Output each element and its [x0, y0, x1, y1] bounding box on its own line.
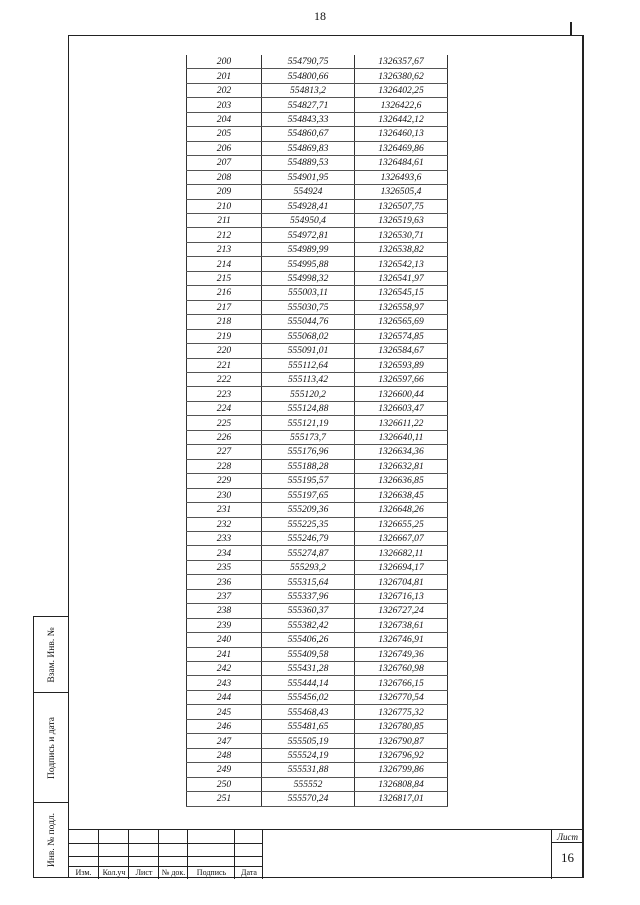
point-number-cell: 228 [187, 459, 262, 473]
x-coordinate-cell: 555120,2 [262, 387, 355, 401]
stamp-label-signature: Подпись [196, 868, 227, 877]
point-number-cell: 242 [187, 662, 262, 676]
y-coordinate-cell: 1326632,81 [355, 459, 448, 473]
y-coordinate-cell: 1326519,63 [355, 213, 448, 227]
table-row [187, 647, 448, 661]
y-coordinate-cell: 1326796,92 [355, 748, 448, 762]
point-number-cell: 235 [187, 560, 262, 574]
y-coordinate-cell: 1326584,67 [355, 344, 448, 358]
point-number-cell: 212 [187, 228, 262, 242]
y-coordinate-cell: 1326357,67 [355, 55, 448, 69]
x-coordinate-cell: 554989,99 [262, 242, 355, 256]
y-coordinate-cell: 1326817,01 [355, 792, 448, 806]
point-number-cell: 225 [187, 416, 262, 430]
x-coordinate-cell: 555068,02 [262, 329, 355, 343]
table-row [187, 112, 448, 126]
x-coordinate-cell: 555176,96 [262, 445, 355, 459]
y-coordinate-cell: 1326469,86 [355, 141, 448, 155]
point-number-cell: 240 [187, 633, 262, 647]
y-coordinate-cell: 1326460,13 [355, 127, 448, 141]
table-row [187, 792, 448, 806]
y-coordinate-cell: 1326545,15 [355, 286, 448, 300]
table-row [187, 763, 448, 777]
y-coordinate-cell: 1326727,24 [355, 604, 448, 618]
y-coordinate-cell: 1326667,07 [355, 531, 448, 545]
x-coordinate-cell: 554928,41 [262, 199, 355, 213]
point-number-cell: 226 [187, 430, 262, 444]
table-row [187, 170, 448, 184]
table-row [187, 777, 448, 791]
x-coordinate-cell: 555246,79 [262, 531, 355, 545]
x-coordinate-cell: 554827,71 [262, 98, 355, 112]
point-number-cell: 249 [187, 763, 262, 777]
table-row [187, 127, 448, 141]
point-number-cell: 223 [187, 387, 262, 401]
table-row [187, 531, 448, 545]
table-row [187, 662, 448, 676]
point-number-cell: 222 [187, 372, 262, 386]
y-coordinate-cell: 1326738,61 [355, 618, 448, 632]
y-coordinate-cell: 1326565,69 [355, 315, 448, 329]
x-coordinate-cell: 555570,24 [262, 792, 355, 806]
y-coordinate-cell: 1326597,66 [355, 372, 448, 386]
table-row [187, 676, 448, 690]
x-coordinate-cell: 554950,4 [262, 213, 355, 227]
coordinates-table-body [187, 55, 448, 806]
table-row [187, 300, 448, 314]
x-coordinate-cell: 555524,19 [262, 748, 355, 762]
y-coordinate-cell: 1326442,12 [355, 112, 448, 126]
point-number-cell: 216 [187, 286, 262, 300]
point-number-cell: 203 [187, 98, 262, 112]
x-coordinate-cell: 555121,19 [262, 416, 355, 430]
y-coordinate-cell: 1326505,4 [355, 185, 448, 199]
x-coordinate-cell: 554843,33 [262, 112, 355, 126]
sheet-number: 16 [561, 850, 574, 865]
x-coordinate-cell: 555112,64 [262, 358, 355, 372]
x-coordinate-cell: 554924 [262, 185, 355, 199]
y-coordinate-cell: 1326682,11 [355, 546, 448, 560]
point-number-cell: 248 [187, 748, 262, 762]
y-coordinate-cell: 1326638,45 [355, 488, 448, 502]
side-label-inventory: Инв. № подл. [46, 812, 57, 868]
table-row [187, 228, 448, 242]
x-coordinate-cell: 555197,65 [262, 488, 355, 502]
table-row [187, 734, 448, 748]
table-row [187, 633, 448, 647]
point-number-cell: 246 [187, 719, 262, 733]
table-row [187, 55, 448, 69]
table-row [187, 430, 448, 444]
point-number-cell: 233 [187, 531, 262, 545]
point-number-cell: 215 [187, 271, 262, 285]
table-row [187, 546, 448, 560]
y-coordinate-cell: 1326422,6 [355, 98, 448, 112]
y-coordinate-cell: 1326648,26 [355, 503, 448, 517]
point-number-cell: 227 [187, 445, 262, 459]
x-coordinate-cell: 555173,7 [262, 430, 355, 444]
x-coordinate-cell: 555195,57 [262, 474, 355, 488]
table-row [187, 445, 448, 459]
table-row [187, 98, 448, 112]
y-coordinate-cell: 1326766,15 [355, 676, 448, 690]
point-number-cell: 251 [187, 792, 262, 806]
y-coordinate-cell: 1326574,85 [355, 329, 448, 343]
y-coordinate-cell: 1326593,89 [355, 358, 448, 372]
x-coordinate-cell: 555382,42 [262, 618, 355, 632]
point-number-cell: 236 [187, 575, 262, 589]
point-number-cell: 237 [187, 589, 262, 603]
point-number-cell: 210 [187, 199, 262, 213]
x-coordinate-cell: 554972,81 [262, 228, 355, 242]
sheet-title: Лист [552, 832, 583, 843]
y-coordinate-cell: 1326808,84 [355, 777, 448, 791]
x-coordinate-cell: 555409,58 [262, 647, 355, 661]
point-number-cell: 250 [187, 777, 262, 791]
point-number-cell: 238 [187, 604, 262, 618]
table-row [187, 575, 448, 589]
table-row [187, 315, 448, 329]
y-coordinate-cell: 1326640,11 [355, 430, 448, 444]
table-row [187, 242, 448, 256]
x-coordinate-cell: 554790,75 [262, 55, 355, 69]
table-row [187, 83, 448, 97]
point-number-cell: 241 [187, 647, 262, 661]
stamp-label-sheet: Лист [135, 868, 153, 877]
table-row [187, 459, 448, 473]
x-coordinate-cell: 555113,42 [262, 372, 355, 386]
point-number-cell: 211 [187, 213, 262, 227]
table-row [187, 329, 448, 343]
table-row [187, 748, 448, 762]
point-number-cell: 214 [187, 257, 262, 271]
x-coordinate-cell: 555293,2 [262, 560, 355, 574]
table-row [187, 474, 448, 488]
stamp-label-count: Кол.уч [102, 868, 126, 877]
x-coordinate-cell: 555209,36 [262, 503, 355, 517]
table-row [187, 156, 448, 170]
y-coordinate-cell: 1326760,98 [355, 662, 448, 676]
point-number-cell: 218 [187, 315, 262, 329]
table-row [187, 387, 448, 401]
x-coordinate-cell: 555030,75 [262, 300, 355, 314]
y-coordinate-cell: 1326749,36 [355, 647, 448, 661]
y-coordinate-cell: 1326542,13 [355, 257, 448, 271]
x-coordinate-cell: 555468,43 [262, 705, 355, 719]
x-coordinate-cell: 555315,64 [262, 575, 355, 589]
table-row [187, 705, 448, 719]
y-coordinate-cell: 1326484,61 [355, 156, 448, 170]
y-coordinate-cell: 1326611,22 [355, 416, 448, 430]
point-number-cell: 206 [187, 141, 262, 155]
table-row [187, 344, 448, 358]
x-coordinate-cell: 554813,2 [262, 83, 355, 97]
x-coordinate-cell: 555003,11 [262, 286, 355, 300]
x-coordinate-cell: 555124,88 [262, 401, 355, 415]
coordinates-table [186, 55, 448, 807]
x-coordinate-cell: 555444,14 [262, 676, 355, 690]
y-coordinate-cell: 1326775,32 [355, 705, 448, 719]
point-number-cell: 220 [187, 344, 262, 358]
point-number-cell: 234 [187, 546, 262, 560]
point-number-cell: 217 [187, 300, 262, 314]
table-row [187, 185, 448, 199]
y-coordinate-cell: 1326600,44 [355, 387, 448, 401]
point-number-cell: 229 [187, 474, 262, 488]
point-number-cell: 213 [187, 242, 262, 256]
x-coordinate-cell: 554995,88 [262, 257, 355, 271]
table-row [187, 560, 448, 574]
table-row [187, 257, 448, 271]
y-coordinate-cell: 1326694,17 [355, 560, 448, 574]
x-coordinate-cell: 555531,88 [262, 763, 355, 777]
x-coordinate-cell: 555274,87 [262, 546, 355, 560]
table-row [187, 416, 448, 430]
y-coordinate-cell: 1326704,81 [355, 575, 448, 589]
y-coordinate-cell: 1326636,85 [355, 474, 448, 488]
table-row [187, 358, 448, 372]
x-coordinate-cell: 555456,02 [262, 690, 355, 704]
x-coordinate-cell: 555360,37 [262, 604, 355, 618]
y-coordinate-cell: 1326530,71 [355, 228, 448, 242]
stamp-label-date: Дата [241, 868, 257, 877]
y-coordinate-cell: 1326799,86 [355, 763, 448, 777]
point-number-cell: 245 [187, 705, 262, 719]
x-coordinate-cell: 555188,28 [262, 459, 355, 473]
side-cell-inventory [34, 803, 69, 877]
x-coordinate-cell: 554901,95 [262, 170, 355, 184]
x-coordinate-cell: 554998,32 [262, 271, 355, 285]
outer-border-top [570, 22, 572, 35]
y-coordinate-cell: 1326380,62 [355, 69, 448, 83]
page-number: 18 [314, 9, 326, 23]
x-coordinate-cell: 554889,53 [262, 156, 355, 170]
point-number-cell: 221 [187, 358, 262, 372]
y-coordinate-cell: 1326507,75 [355, 199, 448, 213]
point-number-cell: 202 [187, 83, 262, 97]
table-row [187, 604, 448, 618]
point-number-cell: 208 [187, 170, 262, 184]
stamp-label-change: Изм. [75, 868, 92, 877]
x-coordinate-cell: 555044,76 [262, 315, 355, 329]
point-number-cell: 209 [187, 185, 262, 199]
table-row [187, 69, 448, 83]
y-coordinate-cell: 1326790,87 [355, 734, 448, 748]
stamp-label-doc: № док. [161, 868, 186, 877]
y-coordinate-cell: 1326538,82 [355, 242, 448, 256]
sheet-box [551, 830, 583, 879]
table-row [187, 719, 448, 733]
point-number-cell: 207 [187, 156, 262, 170]
x-coordinate-cell: 555431,28 [262, 662, 355, 676]
side-label-replacement: Взам. Инв. № [46, 626, 57, 683]
table-row [187, 488, 448, 502]
table-row [187, 618, 448, 632]
x-coordinate-cell: 555225,35 [262, 517, 355, 531]
point-number-cell: 247 [187, 734, 262, 748]
x-coordinate-cell: 555337,96 [262, 589, 355, 603]
point-number-cell: 219 [187, 329, 262, 343]
y-coordinate-cell: 1326746,91 [355, 633, 448, 647]
point-number-cell: 204 [187, 112, 262, 126]
table-row [187, 199, 448, 213]
y-coordinate-cell: 1326493,6 [355, 170, 448, 184]
point-number-cell: 201 [187, 69, 262, 83]
x-coordinate-cell: 555481,65 [262, 719, 355, 733]
x-coordinate-cell: 554800,66 [262, 69, 355, 83]
side-label-signature: Подпись и дата [46, 716, 57, 779]
title-block [68, 829, 583, 878]
point-number-cell: 231 [187, 503, 262, 517]
table-row [187, 589, 448, 603]
point-number-cell: 239 [187, 618, 262, 632]
table-row [187, 517, 448, 531]
table-row [187, 141, 448, 155]
table-row [187, 401, 448, 415]
point-number-cell: 224 [187, 401, 262, 415]
y-coordinate-cell: 1326402,25 [355, 83, 448, 97]
x-coordinate-cell: 554860,67 [262, 127, 355, 141]
y-coordinate-cell: 1326716,13 [355, 589, 448, 603]
point-number-cell: 232 [187, 517, 262, 531]
point-number-cell: 205 [187, 127, 262, 141]
x-coordinate-cell: 555406,26 [262, 633, 355, 647]
table-row [187, 372, 448, 386]
table-row [187, 286, 448, 300]
point-number-cell: 243 [187, 676, 262, 690]
y-coordinate-cell: 1326603,47 [355, 401, 448, 415]
point-number-cell: 230 [187, 488, 262, 502]
x-coordinate-cell: 555552 [262, 777, 355, 791]
point-number-cell: 200 [187, 55, 262, 69]
y-coordinate-cell: 1326770,54 [355, 690, 448, 704]
y-coordinate-cell: 1326655,25 [355, 517, 448, 531]
x-coordinate-cell: 554869,83 [262, 141, 355, 155]
x-coordinate-cell: 555091,01 [262, 344, 355, 358]
side-cell-signature [34, 693, 69, 803]
side-stamp [33, 616, 68, 878]
table-row [187, 213, 448, 227]
y-coordinate-cell: 1326541,97 [355, 271, 448, 285]
x-coordinate-cell: 555505,19 [262, 734, 355, 748]
table-row [187, 503, 448, 517]
y-coordinate-cell: 1326634,36 [355, 445, 448, 459]
point-number-cell: 244 [187, 690, 262, 704]
table-row [187, 690, 448, 704]
y-coordinate-cell: 1326558,97 [355, 300, 448, 314]
y-coordinate-cell: 1326780,85 [355, 719, 448, 733]
side-cell-replacement [34, 617, 69, 693]
table-row [187, 271, 448, 285]
